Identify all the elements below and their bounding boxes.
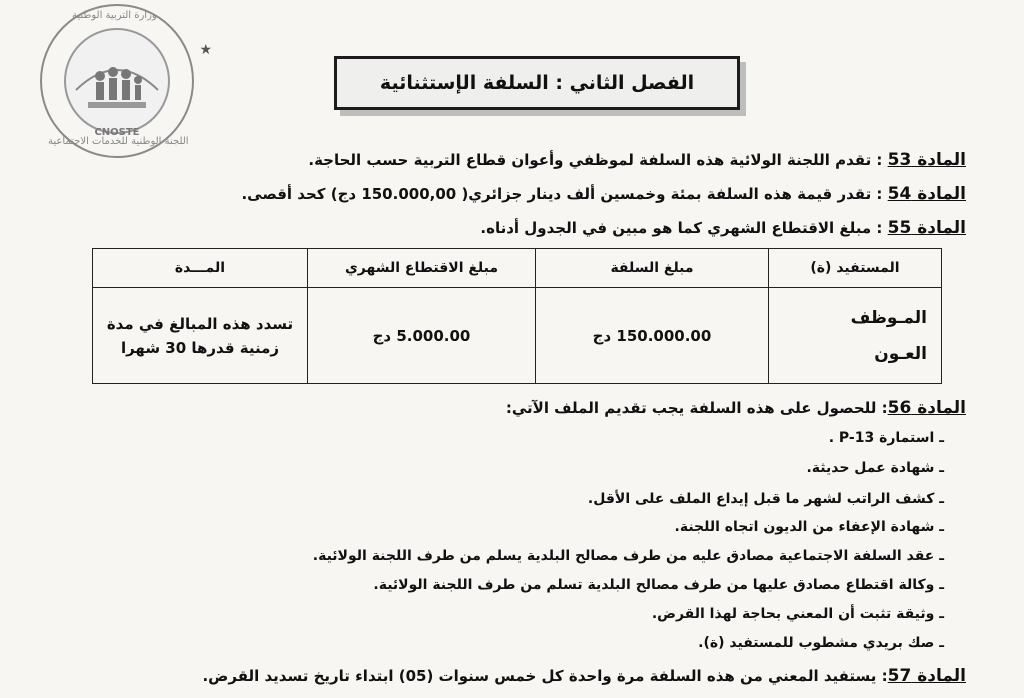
article-text: : تقدر قيمة هذه السلفة بمئة وخمسين ألف دينار جزائري( 150.000,00 دج) كحد أقصى. [241, 185, 888, 203]
cell-beneficiary [769, 288, 942, 384]
article-57 [202, 666, 966, 686]
list-item: ـ شهادة عمل حديثة. [806, 460, 944, 476]
article-label: المادة 57 [887, 666, 966, 686]
beneficiary-agent: العـون [874, 343, 927, 364]
chapter-title: الفصل الثاني : السلفة الإستثنائية [334, 56, 740, 110]
list-item: ـ كشف الراتب لشهر ما قبل إيداع الملف على الأقل. [587, 491, 944, 507]
article-label: المادة 55 [887, 218, 966, 238]
stamp-ring-bottom: اللجنة الوطنية للخدمات الاجتماعية [48, 136, 189, 147]
list-item: ـ وكالة اقتطاع مصادق عليها من طرف مصالح البلدية تسلم من طرف اللجنة الولائية. [373, 577, 944, 593]
list-item: ـ شهادة الإعفاء من الديون اتجاه اللجنة. [674, 519, 944, 535]
header-duration: المـــدة [93, 249, 308, 288]
list-item: ـ عقد السلفة الاجتماعية مصادق عليه من طرف مصالح البلدية يسلم من طرف اللجنة الولائية. [312, 548, 944, 564]
list-item: ـ وثيقة تثبت أن المعني بحاجة لهذا القرض. [651, 606, 944, 622]
stamp-acronym: CNOSTE [94, 127, 140, 138]
article-text: : مبلغ الاقتطاع الشهري كما هو مبين في الجدول أدناه. [480, 219, 888, 237]
loan-table [92, 248, 942, 384]
beneficiary-employee: المـوظف [850, 307, 927, 328]
family-emblem-icon [66, 30, 168, 132]
article-text: : للحصول على هذه السلفة يجب تقديم الملف الآتي: [505, 399, 888, 417]
article-56 [506, 398, 966, 418]
star-icon: ★ [199, 42, 212, 58]
table-row [93, 288, 942, 384]
stamp-emblem [64, 28, 170, 134]
article-53 [308, 150, 966, 170]
duration-line-1: تسدد هذه المبالغ في مدة [106, 314, 294, 333]
cell-duration [93, 288, 308, 384]
cnoste-stamp [40, 4, 212, 158]
list-item: ـ استمارة P-13 . [828, 430, 944, 446]
cell-loan-amount: 150.000.00 دج [536, 288, 769, 384]
article-label: المادة 54 [887, 184, 966, 204]
article-label: المادة 53 [887, 150, 966, 170]
article-label: المادة 56 [887, 398, 966, 418]
article-54 [241, 184, 966, 204]
duration-line-2: زمنية قدرها 30 شهرا [120, 338, 280, 357]
header-beneficiary: المستفيد (ة) [769, 249, 942, 288]
article-text: : تقدم اللجنة الولائية هذه السلفة لموظفي وأعوان قطاع التربية حسب الحاجة. [308, 151, 888, 169]
table-header-row [93, 249, 942, 288]
stamp-ring-top: وزارة التربية الوطنية [72, 10, 157, 21]
article-text: : يستفيد المعني من هذه السلفة مرة واحدة كل خمس سنوات (05) ابتداء تاريخ تسديد القرض. [202, 667, 888, 685]
header-loan-amount: مبلغ السلفة [536, 249, 769, 288]
list-item: ـ صك بريدي مشطوب للمستفيد (ة). [698, 635, 944, 651]
cell-monthly-deduction: 5.000.00 دج [308, 288, 536, 384]
header-monthly-deduction: مبلغ الاقتطاع الشهري [308, 249, 536, 288]
article-55 [480, 218, 966, 238]
